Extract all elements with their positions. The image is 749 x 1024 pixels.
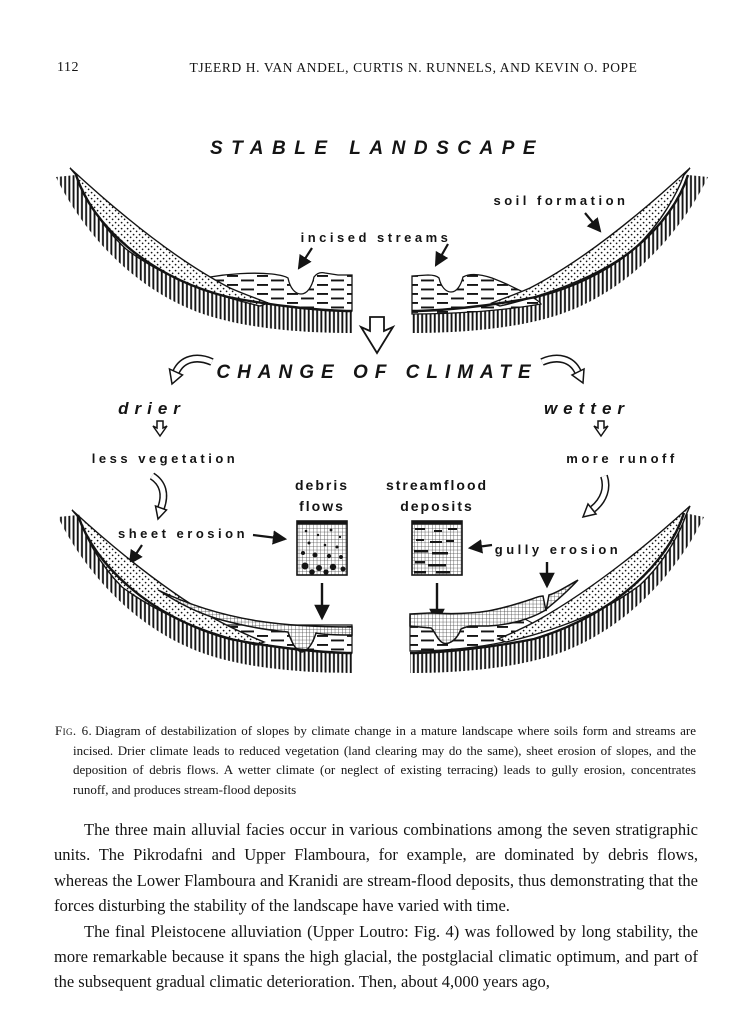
figure-6-diagram	[0, 125, 749, 700]
stable-slope-left	[56, 168, 352, 333]
label-streamflood: streamflood	[385, 477, 489, 493]
wetter-down-arrow	[594, 421, 608, 436]
drier-down-arrow	[153, 421, 167, 436]
label-wetter: wetter	[543, 399, 631, 418]
incised-stream-arrow-left	[299, 248, 312, 268]
gully-erosion-to-box-arrow	[470, 545, 492, 548]
label-drier: drier	[118, 399, 186, 418]
label-soil-formation: soil formation	[493, 193, 629, 208]
label-more-runoff: more runoff	[566, 451, 678, 466]
label-change-of-climate: CHANGE OF CLIMATE	[216, 362, 538, 383]
streamflood-deposits-swatch	[412, 521, 462, 575]
figure-svg	[0, 125, 749, 700]
curved-arrow-to-drier	[170, 359, 213, 384]
debris-flows-swatch	[297, 521, 347, 575]
body-text	[54, 817, 698, 995]
paragraph: The three main alluvial facies occur in various combinations among the seven stratigraphic units. The Pikrodafni and Upper Flamboura, for example, are dominated by debris flows, whereas the Lower Flamboura and Kranidi are stream-flood deposits, thus demonstrating that the forces disturbing the stability of the landscape have varied with time.	[54, 820, 698, 916]
soil-formation-arrow	[585, 213, 600, 231]
climate-change-down-arrow	[361, 317, 393, 353]
label-stable-landscape: STABLE LANDSCAPE	[209, 138, 545, 159]
page-number: 112	[57, 60, 79, 75]
curved-arrow-more-runoff	[583, 476, 606, 517]
label-incised-streams: incised streams	[300, 230, 452, 245]
label-less-vegetation: less vegetation	[91, 451, 239, 466]
curved-arrow-less-vegetation	[152, 476, 167, 519]
paragraph: The final Pleistocene alluviation (Upper Loutro: Fig. 4) was followed by long stability, the more remarkable because it spans the high glacial, the postglacial climatic optimum, and part of the subsequent gradual climatic deterioration. Then, about 4,000 years ago,	[54, 921, 698, 992]
running-head: TJEERD H. VAN ANDEL, CURTIS N. RUNNELS, AND KEVIN O. POPE	[189, 60, 638, 75]
label-flows: flows	[299, 498, 345, 514]
curved-arrow-to-wetter	[542, 359, 584, 383]
figure-caption	[55, 721, 696, 799]
figure-caption-tag: Fig. 6.	[55, 723, 93, 738]
label-gully-erosion: gully erosion	[494, 542, 622, 557]
label-sheet-erosion: sheet erosion	[117, 526, 249, 541]
label-debris: debris	[294, 477, 350, 493]
incised-stream-arrow-right	[436, 244, 448, 265]
sheet-erosion-slope-arrow	[130, 545, 142, 563]
label-deposits: deposits	[400, 498, 474, 514]
figure-caption-text: Diagram of destabilization of slopes by climate change in a mature landscape where soils form and streams are incised. Drier climate leads to reduced vegetation (land clearing may do the same), sheet erosion of slopes, and the deposition of debris flows. A wetter climate (or neglect of existing terracing) leads to gully erosion, concentrates runoff, and produces stream-flood deposits	[73, 723, 696, 797]
sheet-erosion-to-box-arrow	[253, 535, 285, 539]
